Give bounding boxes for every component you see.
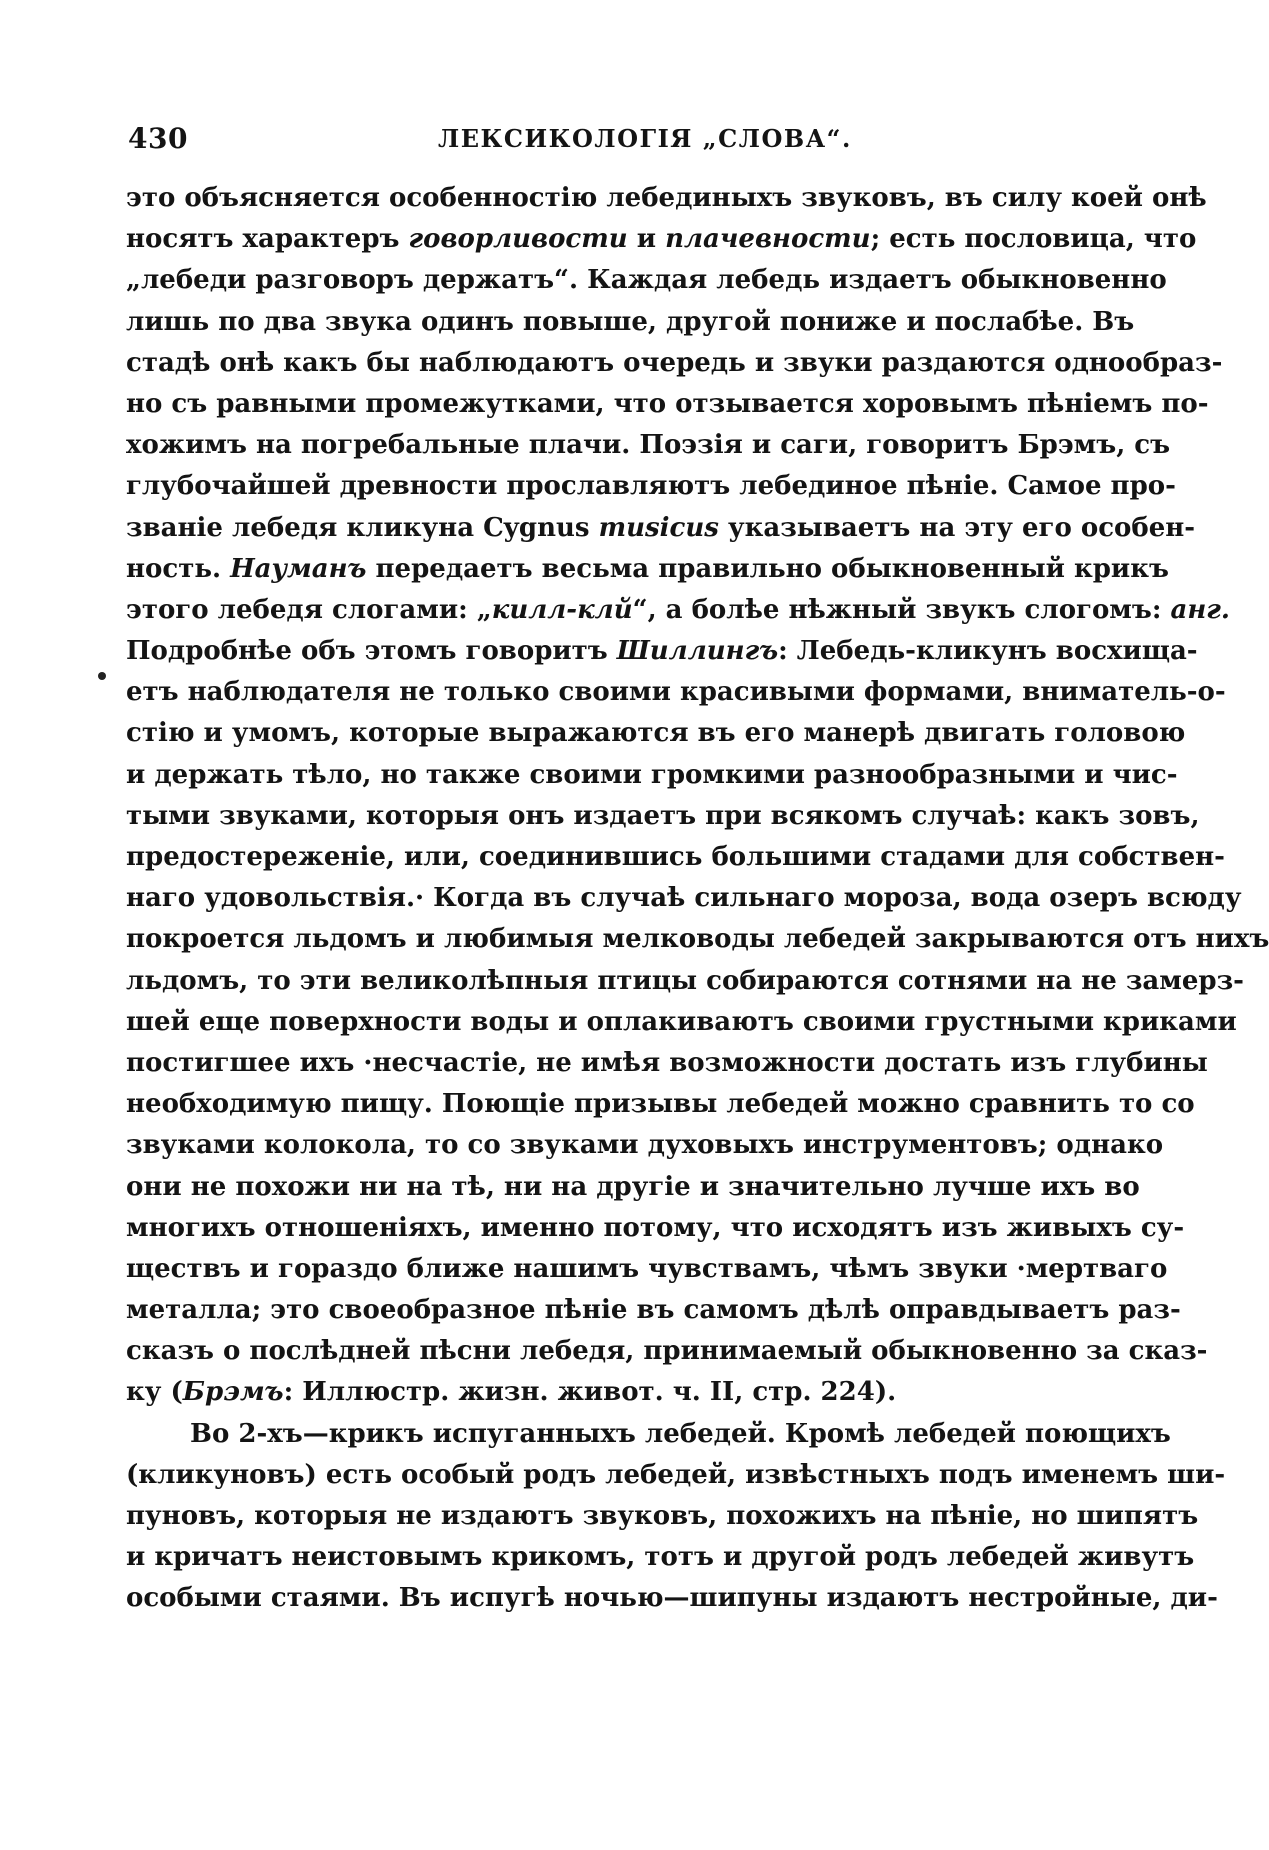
- text-run: званіе лебедя кликуна Cygnus: [126, 512, 599, 543]
- text-line: [126, 919, 1269, 960]
- italic-text: килл-клй: [491, 594, 633, 625]
- text-line: [126, 1167, 1140, 1208]
- text-line: [126, 1290, 1181, 1331]
- text-run: и: [627, 224, 666, 255]
- text-run: (кликуновъ) есть особый родъ лебедей, извѣстныхъ подъ именемъ ши-: [126, 1459, 1226, 1490]
- text-line: [126, 425, 1171, 466]
- text-run: многихъ отношеніяхъ, именно потому, что исходятъ изъ живыхъ су-: [126, 1212, 1185, 1243]
- italic-text: Брэмъ: [182, 1377, 284, 1408]
- text-run: наго удовольствія.· Когда въ случаѣ сильнаго мороза, вода озеръ всюду: [126, 883, 1242, 914]
- text-run: льдомъ, то эти великолѣпныя птицы собираются сотнями на не замерз-: [126, 965, 1244, 996]
- text-run: стію и умомъ, которые выражаются въ его манерѣ двигать головою: [126, 718, 1186, 749]
- text-run: особыми стаями. Въ испугѣ ночью—шипуны издаютъ нестройные, ди-: [126, 1583, 1218, 1614]
- text-run: сказъ о послѣдней пѣсни лебедя, принимаемый обыкновенно за сказ-: [126, 1336, 1208, 1367]
- text-line: [126, 878, 1242, 919]
- text-line: [126, 713, 1186, 754]
- text-line: [126, 1002, 1237, 1043]
- text-run: носятъ характеръ: [126, 224, 409, 255]
- text-run: передаетъ весьма правильно обыкновенный крикъ: [366, 553, 1169, 584]
- text-line: [126, 755, 1178, 796]
- margin-dot-mark: [98, 672, 106, 680]
- text-run: ; есть пословица, что: [870, 224, 1197, 255]
- text-run: предостереженіе, или, соединившись большими стадами для собствен-: [126, 842, 1225, 872]
- italic-text: говорливости: [408, 224, 628, 255]
- text-run: ществъ и гораздо ближе нашимъ чувствамъ, чѣмъ звуки ·мертваго: [126, 1253, 1168, 1284]
- text-run: и кричатъ неистовымъ крикомъ, тотъ и другой родъ лебедей живутъ: [126, 1542, 1195, 1573]
- text-run: постигшее ихъ ·несчастіе, не имѣя возможности достать изъ глубины: [126, 1047, 1208, 1078]
- text-run: : Лебедь-кликунъ восхища-: [778, 636, 1198, 667]
- text-line: [126, 796, 1200, 837]
- italic-text: musicus: [598, 512, 719, 543]
- text-run: металла; это своеобразное пѣніе въ самомъ дѣлѣ оправдываетъ раз-: [126, 1295, 1181, 1326]
- text-line: [126, 1043, 1208, 1084]
- text-line: [126, 260, 1167, 301]
- text-run: шей еще поверхности воды и оплакиваютъ своими грустными криками: [126, 1006, 1237, 1037]
- text-line: [126, 1414, 1171, 1455]
- text-line: [126, 1578, 1218, 1619]
- text-line: [126, 466, 1176, 507]
- text-run: лишь по два звука одинъ повыше, другой пониже и послабѣе. Въ: [126, 306, 1135, 337]
- text-line: [126, 1208, 1185, 1249]
- text-run: этого лебедя слогами: „: [126, 594, 492, 625]
- text-line: [126, 549, 1169, 590]
- italic-text: анг.: [1170, 594, 1230, 625]
- text-run: Подробнѣе объ этомъ говоритъ: [126, 636, 617, 667]
- text-run: звуками колокола, то со звуками духовыхъ инструментовъ; однако: [126, 1130, 1164, 1161]
- text-run: необходимую пищу. Поющіе призывы лебедей можно сравнить то со: [126, 1089, 1195, 1120]
- text-run: глубочайшей древности прославляютъ лебединое пѣніе. Самое про-: [126, 471, 1176, 502]
- text-run: они не похожи ни на тѣ, ни на другіе и значительно лучше ихъ во: [126, 1171, 1140, 1202]
- text-line: [126, 1084, 1195, 1125]
- text-line: [126, 219, 1197, 260]
- text-run: но съ равными промежутками, что отзывается хоровымъ пѣніемъ по-: [126, 388, 1209, 419]
- text-line: [126, 1249, 1168, 1290]
- text-run: покроется льдомъ и любимыя мелководы лебедей закрываются отъ нихъ: [126, 924, 1269, 955]
- page-number: 430: [128, 121, 188, 155]
- text-run: Во 2-хъ—крикъ испуганныхъ лебедей. Кромѣ лебедей поющихъ: [190, 1418, 1171, 1449]
- text-run: это объясняется особенностію лебединыхъ звуковъ, въ силу коей онѣ: [126, 183, 1207, 213]
- italic-text: плачевности: [665, 224, 871, 255]
- text-run: „лебеди разговоръ держатъ“. Каждая лебедь издаетъ обыкновенно: [126, 265, 1167, 296]
- text-line: [126, 508, 1196, 549]
- text-line: [126, 590, 1230, 631]
- text-line: [126, 837, 1225, 878]
- text-line: [126, 1537, 1195, 1578]
- text-line: [126, 1455, 1226, 1496]
- text-line: [126, 178, 1207, 219]
- text-run: и держать тѣло, но также своими громкими разнообразными и чис-: [126, 759, 1178, 790]
- text-run: хожимъ на погребальные плачи. Поэзія и саги, говоритъ Брэмъ, съ: [126, 430, 1171, 461]
- text-run: стадѣ онѣ какъ бы наблюдаютъ очередь и звуки раздаются однообраз-: [126, 347, 1223, 378]
- text-line: [126, 1496, 1199, 1537]
- text-run: пуновъ, которыя не издаютъ звуковъ, похожихъ на пѣніе, но шипятъ: [126, 1501, 1199, 1531]
- body-text: [126, 178, 1269, 1620]
- page-header: [128, 118, 1048, 158]
- text-line: [126, 1125, 1164, 1166]
- text-run: : Иллюстр. жизн. живот. ч. II, стр. 224).: [283, 1377, 897, 1408]
- text-run: ность.: [126, 553, 231, 584]
- italic-text: Шиллингъ: [616, 636, 779, 667]
- running-title: ЛЕКСИКОЛОГІЯ „СЛОВА“.: [438, 123, 852, 153]
- text-line: [126, 631, 1198, 672]
- text-line: [126, 343, 1223, 384]
- text-line: [126, 302, 1135, 343]
- text-run: ку (: [126, 1377, 183, 1408]
- text-line: [126, 384, 1209, 425]
- text-line: [126, 672, 1226, 713]
- text-run: указываетъ на эту его особен-: [718, 512, 1196, 543]
- text-line: [126, 1372, 1042, 1413]
- text-line: [126, 961, 1244, 1002]
- text-run: тыми звуками, которыя онъ издаетъ при всякомъ случаѣ: какъ зовъ,: [126, 800, 1200, 831]
- italic-text: Науманъ: [230, 553, 367, 584]
- text-run: “, а болѣе нѣжный звукъ слогомъ:: [632, 594, 1171, 625]
- text-run: етъ наблюдателя не только своими красивыми формами, вниматель-о-: [126, 677, 1226, 708]
- text-line: [126, 1331, 1208, 1372]
